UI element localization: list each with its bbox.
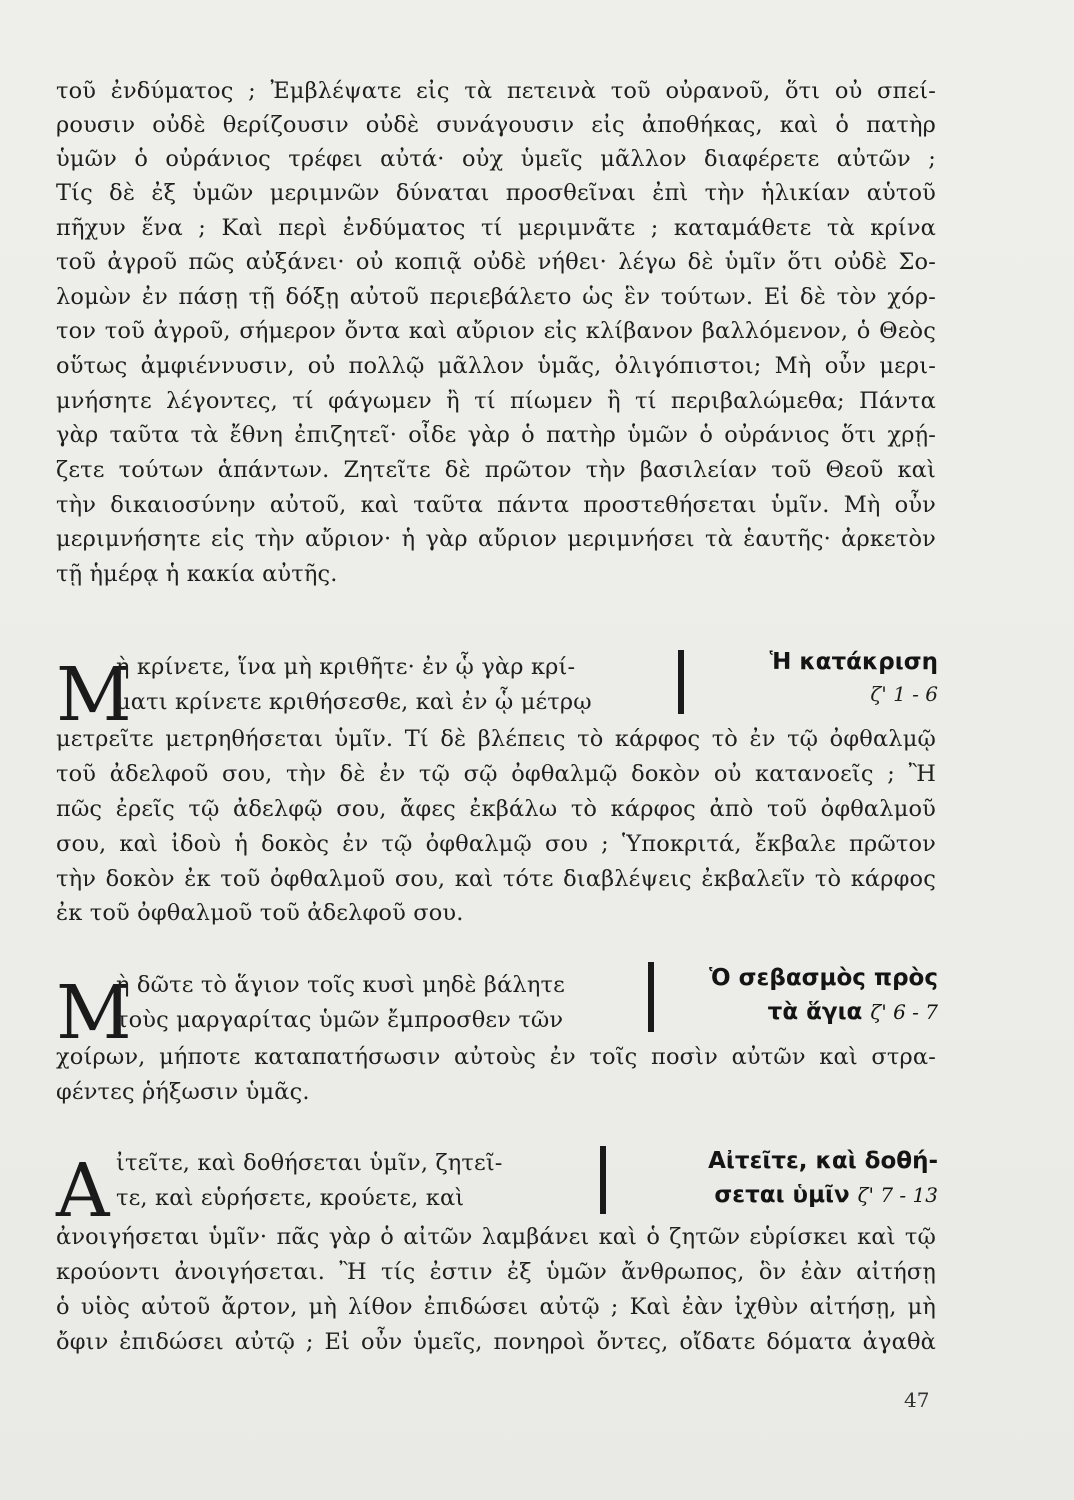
text-line: τὴν δοκὸν ἐκ τοῦ ὀφθαλμοῦ σου, καὶ τότε διαβλέψεις ἐκβαλεῖν τὸ κάρφος — [56, 866, 936, 892]
text-line: ὴ δῶτε τὸ ἅγιον τοῖς κυσὶ μηδὲ βάλητε — [116, 972, 565, 998]
text-line: ματι κρίνετε κριθήσεσθε, καὶ ἐν ᾧ μέτρῳ — [116, 689, 592, 715]
text-line: λομὼν ἐν πάσῃ τῇ δόξῃ αὐτοῦ περιεβάλετο ὡς ἓν τούτων. Εἰ δὲ τὸν χόρ- — [56, 284, 936, 310]
text-line: πῆχυν ἕνα ; Καὶ περὶ ἐνδύματος τί μεριμνᾶτε ; καταμάθετε τὰ κρίνα — [56, 215, 936, 241]
section-divider-bar — [600, 1146, 606, 1214]
text-line: ὴ κρίνετε, ἵνα μὴ κριθῆτε· ἐν ᾧ γὰρ κρί- — [116, 654, 576, 680]
text-line: ἀνοιγήσεται ὑμῖν· πᾶς γὰρ ὁ αἰτῶν λαμβάνει καὶ ὁ ζητῶν εὑρίσκει καὶ τῷ — [56, 1224, 936, 1250]
text-line: τὴν δικαιοσύνην αὐτοῦ, καὶ ταῦτα πάντα προστεθήσεται ὑμῖν. Μὴ οὖν — [56, 492, 936, 518]
text-line: μεριμνήσητε εἰς τὴν αὔριον· ἡ γὰρ αὔριον μεριμνήσει τὰ ἑαυτῆς· ἀρκετὸν — [56, 526, 936, 552]
text-line: τοῦ ἀδελφοῦ σου, τὴν δὲ ἐν τῷ σῷ ὀφθαλμῷ δοκὸν οὐ κατανοεῖς ; Ἢ — [56, 761, 936, 787]
scripture-reference: ζ' 7 - 13 — [857, 1183, 938, 1207]
section-title: Αἰτεῖτε, καὶ δοθή- — [708, 1148, 938, 1174]
text-line: ἰτεῖτε, καὶ δοθήσεται ὑμῖν, ζητεῖ- — [116, 1150, 503, 1176]
text-line: οὕτως ἀμφιέννυσιν, οὐ πολλῷ μᾶλλον ὑμᾶς, ὀλιγόπιστοι; Μὴ οὖν μερι- — [56, 353, 936, 379]
drop-cap: M — [56, 970, 132, 1056]
text-line: φέντες ῥήξωσιν ὑμᾶς. — [56, 1079, 310, 1105]
section-title-continued — [678, 996, 938, 1028]
text-line: ὑμῶν ὁ οὐράνιος τρέφει αὐτά· οὐχ ὑμεῖς μᾶλλον διαφέρετε αὐτῶν ; — [56, 146, 936, 172]
text-line: ἐκ τοῦ ὀφθαλμοῦ τοῦ ἀδελφοῦ σου. — [56, 900, 464, 926]
scripture-reference: ζ' 6 - 7 — [870, 1000, 938, 1024]
section-divider-bar — [648, 962, 654, 1032]
scripture-reference: ζ' 1 - 6 — [870, 682, 938, 706]
text-line: τε, καὶ εὑρήσετε, κρούετε, καὶ — [116, 1185, 465, 1211]
text-line: μετρεῖτε μετρηθήσεται ὑμῖν. Τί δὲ βλέπεις τὸ κάρφος τὸ ἐν τῷ ὀφθαλμῷ — [56, 726, 936, 752]
text-line: Τίς δὲ ἐξ ὑμῶν μεριμνῶν δύναται προσθεῖναι ἐπὶ τὴν ἡλικίαν αὑτοῦ — [56, 180, 936, 206]
section-title-part: τὰ ἅγια — [767, 999, 863, 1025]
text-line: τοῦ ἀγροῦ πῶς αὐξάνει· οὐ κοπιᾷ οὐδὲ νήθει· λέγω δὲ ὑμῖν ὅτι οὐδὲ Σο- — [56, 249, 936, 275]
text-line: τοῦ ἐνδύματος ; Ἐμβλέψατε εἰς τὰ πετεινὰ τοῦ οὐρανοῦ, ὅτι οὐ σπεί- — [56, 78, 936, 104]
text-line: τον τοῦ ἀγροῦ, σήμερον ὄντα καὶ αὔριον εἰς κλίβανον βαλλόμενον, ὁ Θεὸς — [56, 318, 936, 344]
drop-cap: A — [56, 1148, 110, 1234]
page-number: 47 — [904, 1388, 930, 1412]
text-line: μνήσητε λέγοντες, τί φάγωμεν ἢ τί πίωμεν ἢ τί περιβαλώμεθα; Πάντα — [56, 388, 936, 414]
section-title: Ὁ σεβασμὸς πρὸς — [709, 965, 938, 991]
text-line: σου, καὶ ἰδοὺ ἡ δοκὸς ἐν τῷ ὀφθαλμῷ σου ; Ὑποκριτά, ἔκβαλε πρῶτον — [56, 831, 936, 857]
text-line: τοὺς μαργαρίτας ὑμῶν ἔμπροσθεν τῶν — [116, 1007, 564, 1033]
text-line: ὄφιν ἐπιδώσει αὐτῷ ; Εἰ οὖν ὑμεῖς, πονηροὶ ὄντες, οἴδατε δόματα ἀγαθὰ — [56, 1329, 936, 1355]
text-line: ζετε τούτων ἁπάντων. Ζητεῖτε δὲ πρῶτον τὴν βασιλείαν τοῦ Θεοῦ καὶ — [56, 457, 936, 483]
text-line: γὰρ ταῦτα τὰ ἔθνη ἐπιζητεῖ· οἶδε γὰρ ὁ πατὴρ ὑμῶν ὁ οὐράνιος ὅτι χρῄ- — [56, 422, 936, 448]
text-line: πῶς ἐρεῖς τῷ ἀδελφῷ σου, ἄφες ἐκβάλω τὸ κάρφος ἀπὸ τοῦ ὀφθαλμοῦ — [56, 796, 936, 822]
section-title-part: σεται ὑμῖν — [714, 1182, 850, 1208]
text-line: ὁ υἱὸς αὐτοῦ ἄρτον, μὴ λίθον ἐπιδώσει αὐτῷ ; Καὶ ἐὰν ἰχθὺν αἰτήσῃ, μὴ — [56, 1294, 936, 1320]
drop-cap: M — [56, 652, 132, 738]
text-line: χοίρων, μήποτε καταπατήσωσιν αὐτοὺς ἐν τοῖς ποσὶν αὐτῶν καὶ στρα- — [56, 1044, 936, 1070]
text-line: ρουσιν οὐδὲ θερίζουσιν οὐδὲ συνάγουσιν εἰς ἀποθήκας, καὶ ὁ πατὴρ — [56, 112, 936, 138]
text-line: κρούοντι ἀνοιγήσεται. Ἢ τίς ἐστιν ἐξ ὑμῶν ἄνθρωπος, ὃν ἐὰν αἰτήσῃ — [56, 1259, 936, 1285]
text-line: τῇ ἡμέρᾳ ἡ κακία αὐτῆς. — [56, 561, 338, 587]
section-title-continued — [678, 1179, 938, 1211]
section-title: Ἡ κατάκριση — [769, 649, 938, 675]
